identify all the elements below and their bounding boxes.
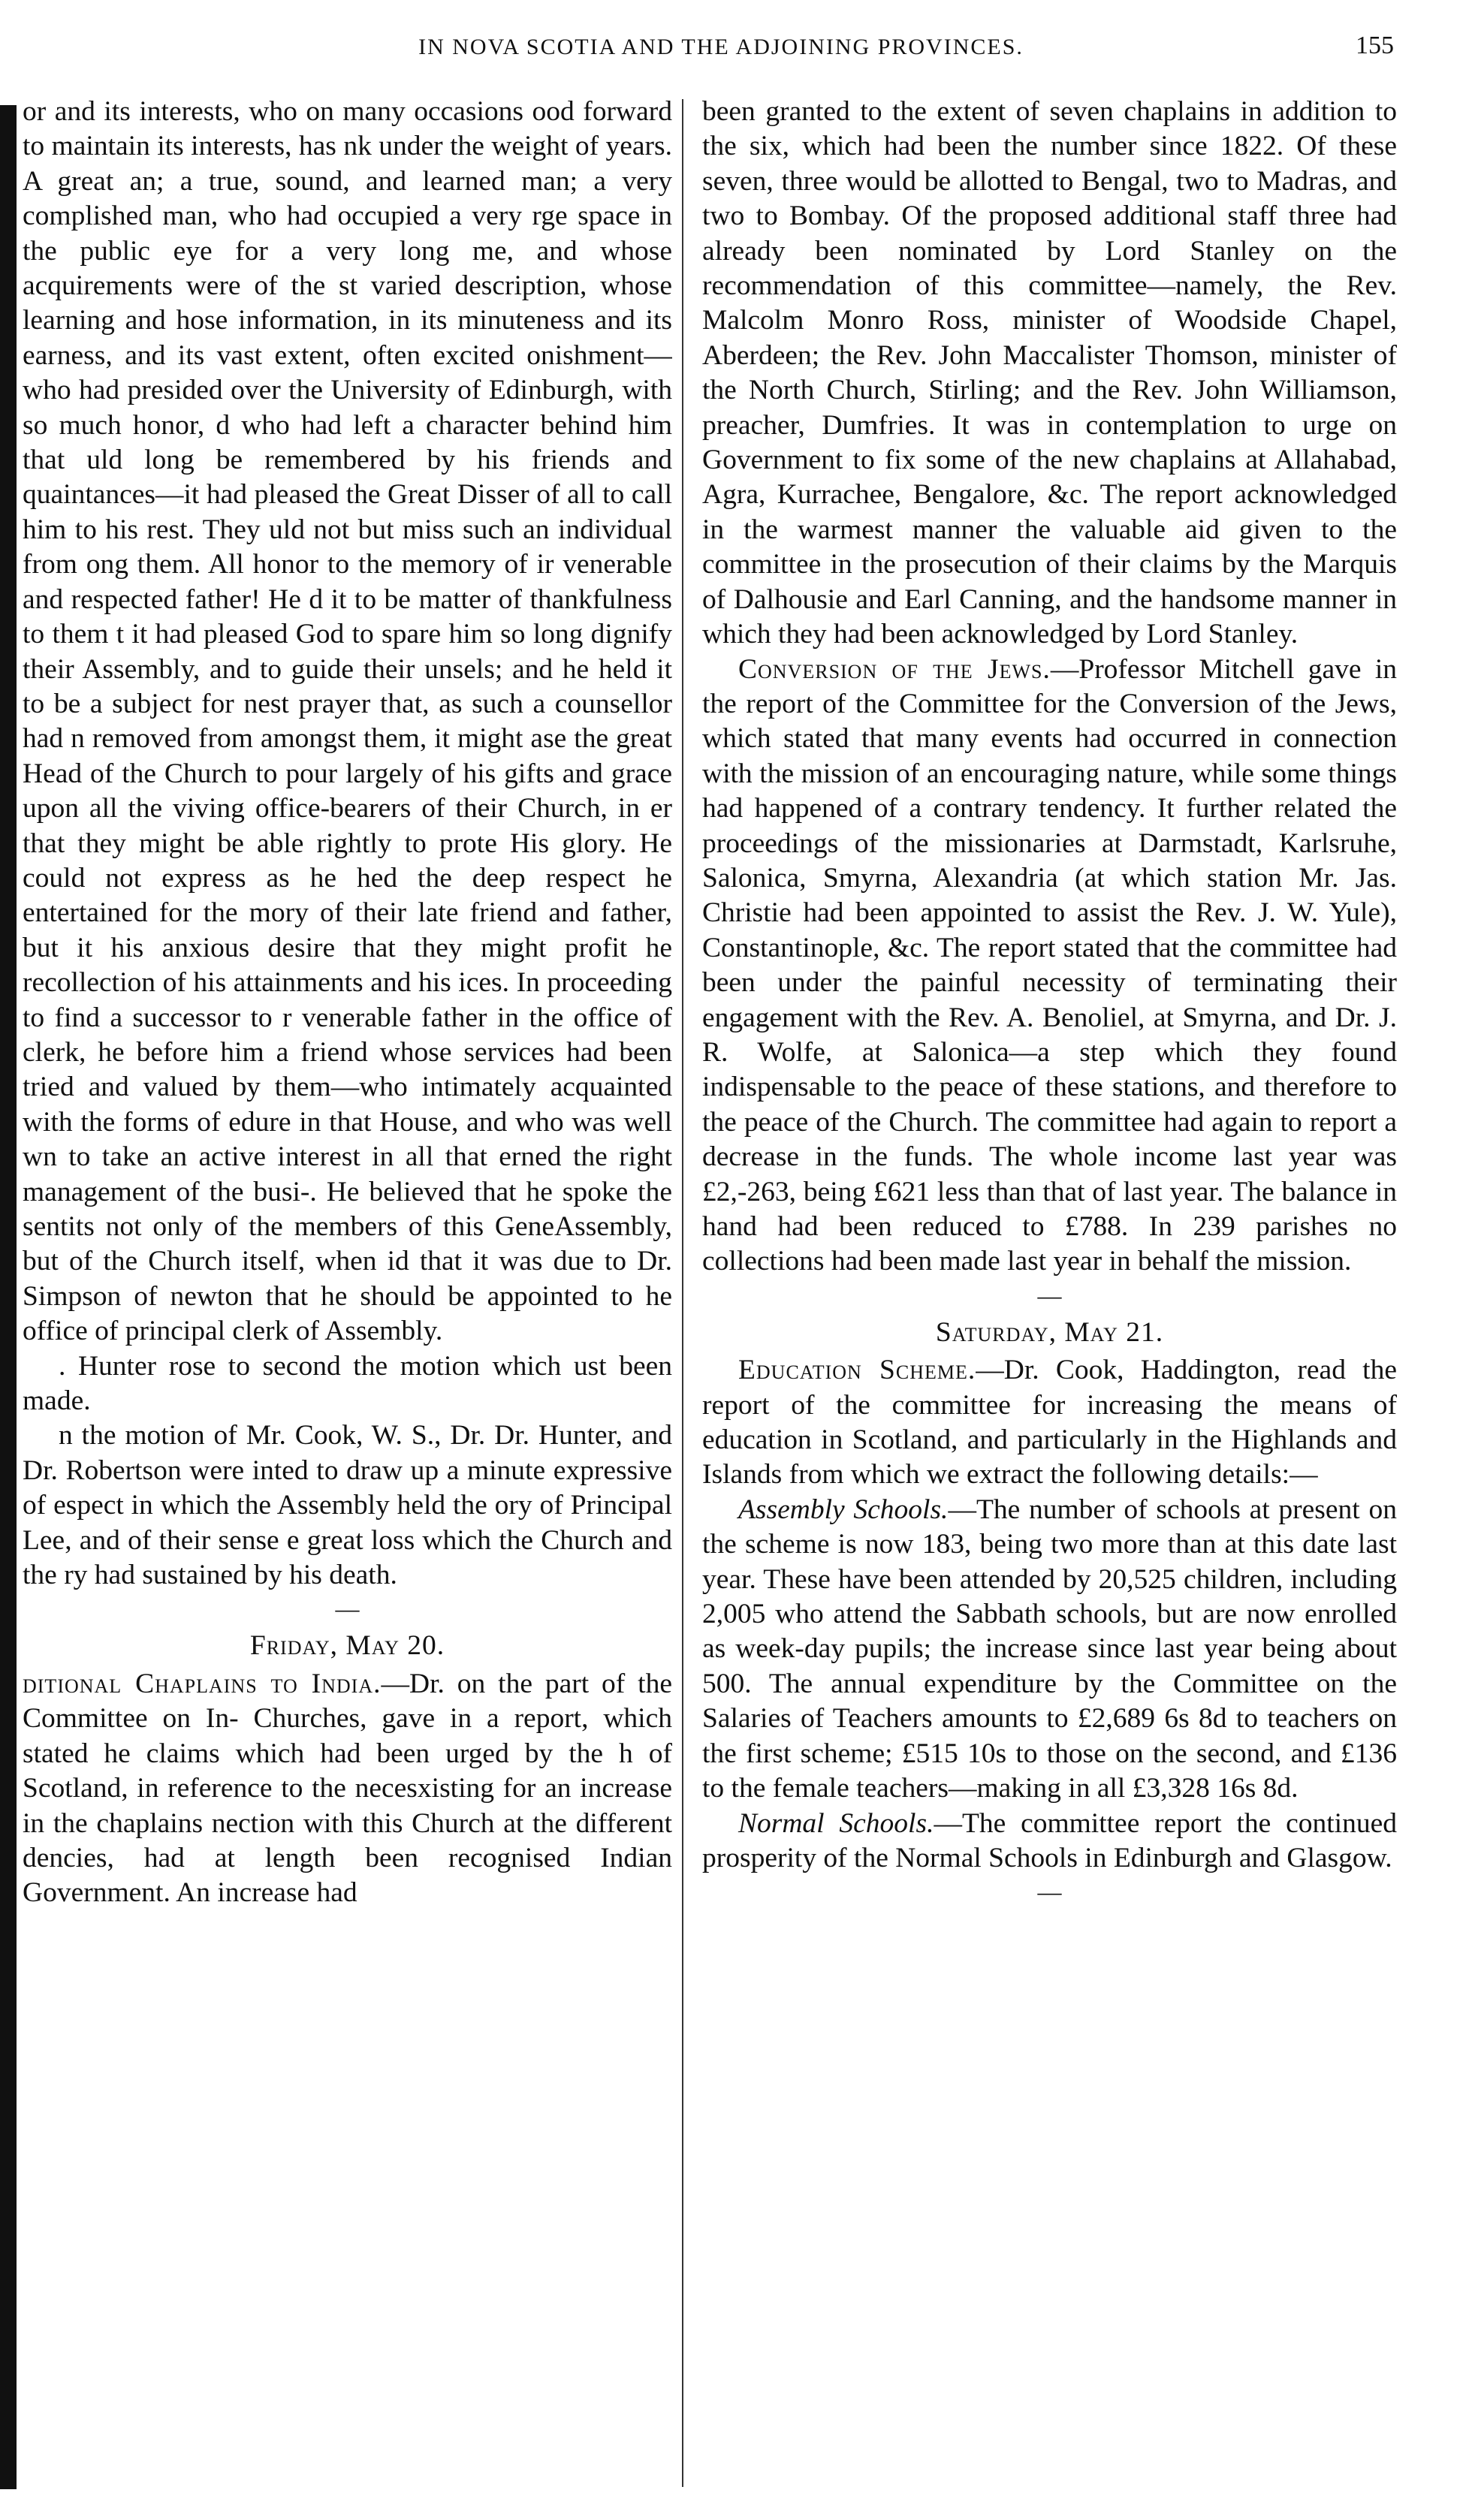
right-paragraph-4	[702, 1493, 1397, 1807]
section-body-normal-schools: —The committee report the continued prosperity of the Normal Schools in Edinburgh and Glasgow.	[702, 1807, 1397, 1873]
left-paragraph-2: . Hunter rose to second the motion which ust been made.	[23, 1350, 672, 1417]
left-paragraph-3: n the motion of Mr. Cook, W. S., Dr. Dr. Hunter, and Dr. Robertson were inted to draw up a minute expressive of espect in which the Assembly held the ory of Principal Lee, and of their sense e great loss which the Church and the ry had sustained by his death.	[23, 1420, 672, 1591]
section-dash-1: —	[1037, 1281, 1062, 1309]
page-number: 155	[1356, 32, 1394, 59]
section-dash-2: —	[1037, 1878, 1062, 1906]
left-column	[23, 95, 672, 2467]
section-dash: —	[335, 1595, 360, 1623]
day-heading-saturday: Saturday, May 21.	[935, 1316, 1164, 1348]
right-column	[702, 95, 1397, 2467]
right-paragraph-1: been granted to the extent of seven chaplains in addition to the six, which had been the number since 1822. Of these seven, three would be allotted to Bengal, two to Madras, and two to Bombay. Of the proposed additional staff three had already been nominated by Lord Stanley on the recommendation of this committee—namely, the Rev. Malcolm Monro Ross, minister of Woodside Chapel, Aberdeen; the Rev. John Maccalister Thomson, minister of the North Church, Stirling; and the Rev. John Williamson, preacher, Dumfries. It was in contemplation to urge on Government to fix some of the new chaplains at Allahabad, Agra, Kurrachee, Bengalore, &c. The report acknowledged in the warmest manner the valuable aid given to the committee in the prosecution of their claims by the Marquis of Dalhousie and Earl Canning, and the handsome manner in which they had been acknowledged by Lord Stanley.	[702, 96, 1397, 650]
section-heading-normal-schools: Normal Schools.	[738, 1807, 934, 1839]
section-heading-chaplains: ditional Chaplains to India.	[23, 1668, 382, 1699]
binding-shadow	[0, 105, 17, 2489]
column-rule	[682, 99, 683, 2487]
section-heading-assembly-schools: Assembly Schools.	[738, 1494, 949, 1525]
left-paragraph-4	[23, 1667, 672, 1911]
right-paragraph-2	[702, 653, 1397, 1280]
section-heading-education: Education Scheme.	[738, 1355, 976, 1386]
section-body-education: —Dr. Cook, Haddington, read the report of the committee for increasing the means of education in Scotland, and particularly in the Highlands and Islands from which we extract the following details:—	[702, 1355, 1397, 1491]
running-head: IN NOVA SCOTIA AND THE ADJOINING PROVINCES.	[418, 35, 1024, 59]
right-paragraph-3	[702, 1353, 1397, 1493]
right-paragraph-5	[702, 1807, 1397, 1876]
section-body-chaplains: —Dr. on the part of the Committee on In- Churches, gave in a report, which stated he claims which had been urged by the h of Scotland, in reference to the necesxisting for an increase in the chaplains nection with this Church at the different dencies, had at length been recognised Indian Government. An increase had	[23, 1668, 672, 1909]
section-body-jews: —Professor Mitchell gave in the report of the Committee for the Conversion of the Jews, which stated that many events had occurred in connection with the mission of an encouraging nature, while some things had happened of a contrary tendency. It further related the proceedings of the missionaries at Darmstadt, Karlsruhe, Salonica, Smyrna, Alexandria (at which station Mr. Jas. Christie had been appointed to assist the Rev. J. W. Yule), Constantinople, &c. The report stated that the committee had been under the painful necessity of terminating their engagement with the Rev. A. Benoliel, at Smyrna, and Dr. J. R. Wolfe, at Salonica—a step which they found indispensable to the peace of these stations, and therefore to the peace of the Church. The committee had again to report a decrease in the funds. The whole income last year was £2,-263, being £621 less than that of last year. The balance in hand had been reduced to £788. In 239 parishes no collections had been made last year in behalf the mission.	[702, 653, 1397, 1277]
left-paragraph-1: or and its interests, who on many occasions ood forward to maintain its interests, has nk under the weight of years. A great an; a true, sound, and learned man; a very complished man, who had occupied a very rge space in the public eye for a very long me, and whose acquirements were of the st varied description, whose learning and hose information, in its minuteness and its earness, and its vast extent, often excited onishment—who had presided over the University of Edinburgh, with so much honor, d who had left a character behind him that uld long be remembered by his friends and quaintances—it had pleased the Great Disser of all to call him to his rest. They uld not but miss such an individual from ong them. All honor to the memory of ir venerable and respected father! He d it to be matter of thankfulness to them t it had pleased God to spare him so long dignify their Assembly, and to guide their unsels; and he held it to be a subject for nest prayer that, as such a counsellor had n removed from amongst them, it might ase the great Head of the Church to pour largely of his gifts and grace upon all the viving office-bearers of their Church, in er that they might be able rightly to prote His glory. He could not express as he hed the deep respect he entertained for the mory of their late friend and father, but it his anxious desire that they might profit he recollection of his attainments and his ices. In proceeding to find a successor to r venerable father in the office of clerk, he before him a friend whose services had been tried and valued by them—who intimately acquainted with the forms of edure in that House, and who was well wn to take an active interest in all that erned the right management of the busi-. He believed that he spoke the sentits not only of the members of this GeneAssembly, but of the Church itself, when id that it was due to Dr. Simpson of newton that he should be appointed to he office of principal clerk of Assembly.	[23, 96, 672, 1347]
section-heading-jews: Conversion of the Jews.	[738, 653, 1051, 685]
day-heading-friday: Friday, May 20.	[249, 1630, 445, 1662]
section-body-assembly-schools: —The number of schools at present on the scheme is now 183, being two more than at this date last year. These have been attended by 20,525 children, including 2,005 who attend the Sabbath schools, but are now enrolled as week-day pupils; the increase since last year being about 500. The annual expenditure by the Committee on the Salaries of Teachers amounts to £2,689 6s 8d to teachers on the first scheme; £515 10s to those on the second, and £136 to the female teachers—making in all £3,328 16s 8d.	[702, 1494, 1397, 1804]
